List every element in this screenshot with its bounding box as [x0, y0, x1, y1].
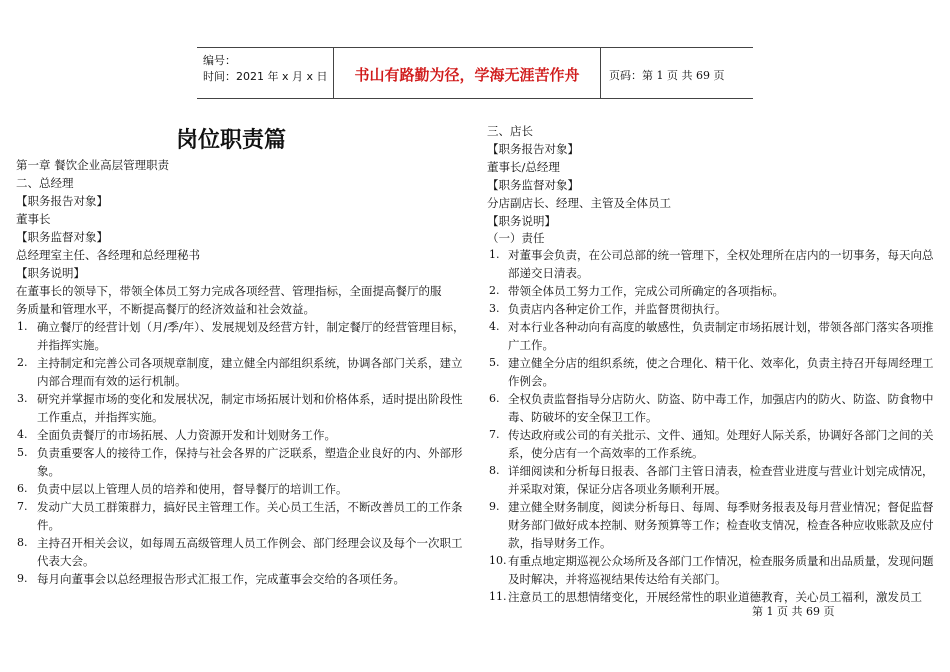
section-heading: 三、店长 — [487, 124, 533, 138]
sub-heading: （一）责任 — [487, 231, 545, 245]
supervise-value: 分店副店长、经理、主管及全体员工 — [487, 196, 671, 210]
report-heading: 【职务报告对象】 — [16, 194, 108, 208]
list-item: 全权负责监督指导分店防火、防盗、防中毒工作，加强店内的防火、防盗、防食物中毒、防破坏的安全保卫工作。 — [508, 392, 934, 424]
list-item: 有重点地定期巡视公众场所及各部门工作情况，检查服务质量和出品质量，发现问题及时解决，并将巡视结果传达给有关部门。 — [508, 554, 934, 586]
list-item-number: 3. — [489, 302, 500, 315]
list-item-number: 9. — [489, 500, 500, 513]
supervise-value: 总经理室主任、各经理和总经理秘书 — [16, 248, 200, 262]
list-item: 每月向董事会以总经理报告形式汇报工作，完成董事会交给的各项任务。 — [37, 572, 405, 586]
intro-line: 在董事长的领导下，带领全体员工努力完成各项经营、管理指标，全面提高餐厅的服 — [16, 284, 442, 298]
report-value: 董事长 — [16, 212, 51, 226]
list-item: 主持制定和完善公司各项规章制度，建立健全内部组织系统，协调各部门关系，建立内部合理而有效的运行机制。 — [37, 356, 463, 388]
list-item-number: 7. — [489, 428, 500, 441]
list-item-number: 8. — [489, 464, 500, 477]
intro-line: 务质量和管理水平，不断提高餐厅的经济效益和社会效益。 — [16, 302, 315, 316]
list-item: 负责中层以上管理人员的培养和使用，督导餐厅的培训工作。 — [37, 482, 348, 496]
list-item: 建立健全财务制度，阅读分析每日、每周、每季财务报表及每月营业情况；督促监督财务部门做好成本控制、财务预算等工作；检查收支情况，检查各种应收账款及应付款，指导财务工作。 — [508, 500, 934, 550]
list-item: 全面负责餐厅的市场拓展、人力资源开发和计划财务工作。 — [37, 428, 336, 442]
header-motto-cell — [334, 48, 601, 98]
list-item-number: 2. — [489, 284, 500, 297]
list-item: 对董事会负责，在公司总部的统一管理下，全权处理所在店内的一切事务，每天向总部递交日清表。 — [508, 248, 934, 280]
report-heading: 【职务报告对象】 — [487, 142, 579, 156]
list-item: 主持召开相关会议，如每周五高级管理人员工作例会、部门经理会议及每个一次职工代表大会。 — [37, 536, 463, 568]
list-item-number: 4. — [489, 320, 500, 333]
supervise-heading: 【职务监督对象】 — [487, 178, 579, 192]
list-item-number: 7. — [17, 500, 28, 513]
description-heading: 【职务说明】 — [16, 266, 85, 280]
date-label: 时间：2021 年 x 月 x 日 — [203, 70, 328, 83]
list-item: 详细阅读和分析每日报表、各部门主管日清表，检查营业进度与营业计划完成情况，并采取对策，保证分店各项业务顺利开展。 — [508, 464, 934, 496]
description-heading: 【职务说明】 — [487, 214, 556, 228]
list-item: 确立餐厅的经营计划（月/季/年）、发展规划及经营方针，制定餐厅的经营管理目标，并指挥实施。 — [37, 320, 465, 352]
chapter-heading: 第一章 餐饮企业高层管理职责 — [16, 158, 170, 172]
list-item-number: 5. — [489, 356, 500, 369]
page-footer: 第 1 页 共 69 页 — [752, 605, 835, 618]
list-item-number: 4. — [17, 428, 28, 441]
supervise-heading: 【职务监督对象】 — [16, 230, 108, 244]
header-table — [197, 47, 753, 99]
list-item-number: 2. — [17, 356, 28, 369]
list-item: 负责店内各种定价工作，并监督贯彻执行。 — [508, 302, 727, 316]
list-item-number: 10. — [489, 554, 507, 567]
page-title: 岗位职责篇 — [176, 128, 287, 153]
list-item: 带领全体员工努力工作，完成公司所确定的各项指标。 — [508, 284, 784, 298]
list-item-number: 1. — [489, 248, 500, 261]
list-item: 发动广大员工群策群力，搞好民主管理工作。关心员工生活，不断改善员工的工作条件。 — [37, 500, 463, 532]
report-value: 董事长/总经理 — [487, 160, 560, 174]
list-item-number: 3. — [17, 392, 28, 405]
list-item-number: 6. — [489, 392, 500, 405]
list-item-number: 8. — [17, 536, 28, 549]
header-page-cell — [601, 48, 753, 98]
header-meta-cell — [197, 48, 334, 98]
number-label: 编号： — [203, 54, 236, 67]
list-item: 注意员工的思想情绪变化，开展经常性的职业道德教育，关心员工福利，激发员工 — [508, 590, 922, 604]
page-label: 页码：第 1 页 共 69 页 — [609, 69, 725, 82]
list-item: 建立健全分店的组织系统，使之合理化、精干化、效率化，负责主持召开每周经理工作例会。 — [508, 356, 934, 388]
list-item-number: 1. — [17, 320, 28, 333]
list-item: 研究并掌握市场的变化和发展状况，制定市场拓展计划和价格体系，适时提出阶段性工作重点，并指挥实施。 — [37, 392, 463, 424]
list-item-number: 11. — [489, 590, 507, 603]
list-item-number: 5. — [17, 446, 28, 459]
list-item-number: 9. — [17, 572, 28, 585]
section-heading: 二、总经理 — [16, 176, 74, 190]
list-item: 对本行业各种动向有高度的敏感性，负责制定市场拓展计划，带领各部门落实各项推广工作。 — [508, 320, 934, 352]
list-item: 负责重要客人的接待工作，保持与社会各界的广泛联系，塑造企业良好的内、外部形象。 — [37, 446, 463, 478]
list-item: 传达政府或公司的有关批示、文件、通知。处理好人际关系，协调好各部门之间的关系，使分店有一个高效率的工作系统。 — [508, 428, 934, 460]
motto-text: 书山有路勤为径，学海无涯苦作舟 — [354, 66, 580, 84]
list-item-number: 6. — [17, 482, 28, 495]
